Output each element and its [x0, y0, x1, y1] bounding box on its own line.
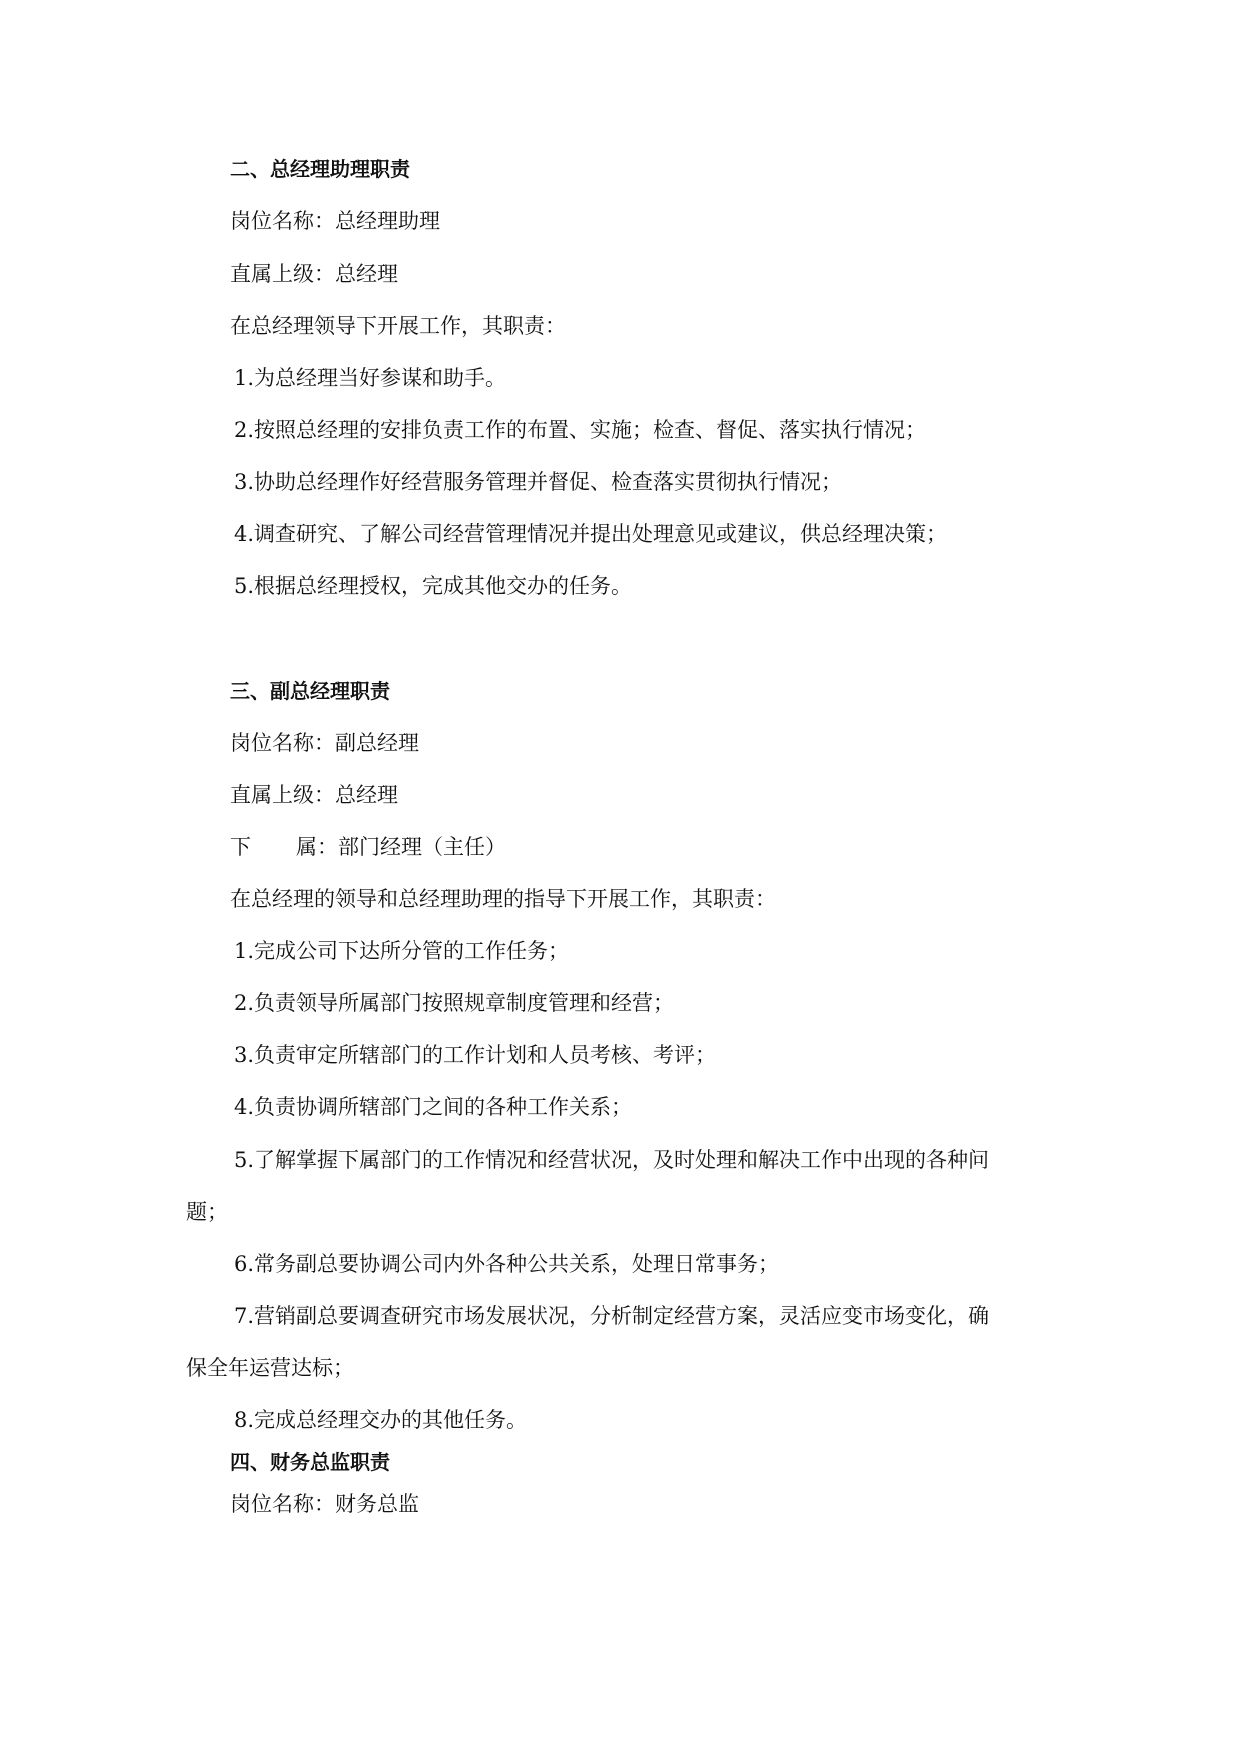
section-3-item-1: 1.完成公司下达所分管的工作任务； — [234, 939, 570, 963]
section-3-item-5-cont: 题； — [186, 1200, 228, 1224]
section-2-item-4: 4.调查研究、了解公司经营管理情况并提出处理意见或建议，供总经理决策； — [234, 522, 948, 546]
section-3-item-7-cont: 保全年运营达标； — [186, 1356, 354, 1380]
section-2-heading: 二、总经理助理职责 — [230, 157, 410, 181]
section-3-position: 岗位名称：副总经理 — [230, 731, 419, 755]
section-2-item-1: 1.为总经理当好参谋和助手。 — [234, 366, 507, 390]
section-3-item-3: 3.负责审定所辖部门的工作计划和人员考核、考评； — [234, 1043, 717, 1067]
section-4-heading: 四、财务总监职责 — [230, 1450, 390, 1474]
section-2-position: 岗位名称：总经理助理 — [230, 209, 440, 233]
section-3-item-7: 7.营销副总要调查研究市场发展状况，分析制定经营方案，灵活应变市场变化，确 — [234, 1304, 990, 1328]
section-3-item-4: 4.负责协调所辖部门之间的各种工作关系； — [234, 1095, 633, 1119]
section-2-item-2: 2.按照总经理的安排负责工作的布置、实施；检查、督促、落实执行情况； — [234, 418, 927, 442]
section-4-position: 岗位名称：财务总监 — [230, 1492, 419, 1516]
section-3-item-6: 6.常务副总要协调公司内外各种公共关系，处理日常事务； — [234, 1252, 780, 1276]
section-3-heading: 三、副总经理职责 — [230, 679, 390, 703]
section-3-item-2: 2.负责领导所属部门按照规章制度管理和经营； — [234, 991, 675, 1015]
section-2-intro: 在总经理领导下开展工作，其职责： — [230, 314, 566, 338]
subordinate-label-start: 下 — [230, 835, 251, 859]
section-2-item-3: 3.协助总经理作好经营服务管理并督促、检查落实贯彻执行情况； — [234, 470, 843, 494]
section-3-item-5: 5.了解掌握下属部门的工作情况和经营状况，及时处理和解决工作中出现的各种问 — [234, 1148, 990, 1172]
section-3-superior: 直属上级：总经理 — [230, 783, 398, 807]
section-2-item-5: 5.根据总经理授权，完成其他交办的任务。 — [234, 574, 633, 598]
subordinate-label-rest: 属：部门经理（主任） — [296, 835, 506, 859]
section-3-subordinate — [230, 833, 506, 861]
section-2-superior: 直属上级：总经理 — [230, 262, 398, 286]
section-3-item-8: 8.完成总经理交办的其他任务。 — [234, 1408, 528, 1432]
section-3-intro: 在总经理的领导和总经理助理的指导下开展工作，其职责： — [230, 887, 776, 911]
